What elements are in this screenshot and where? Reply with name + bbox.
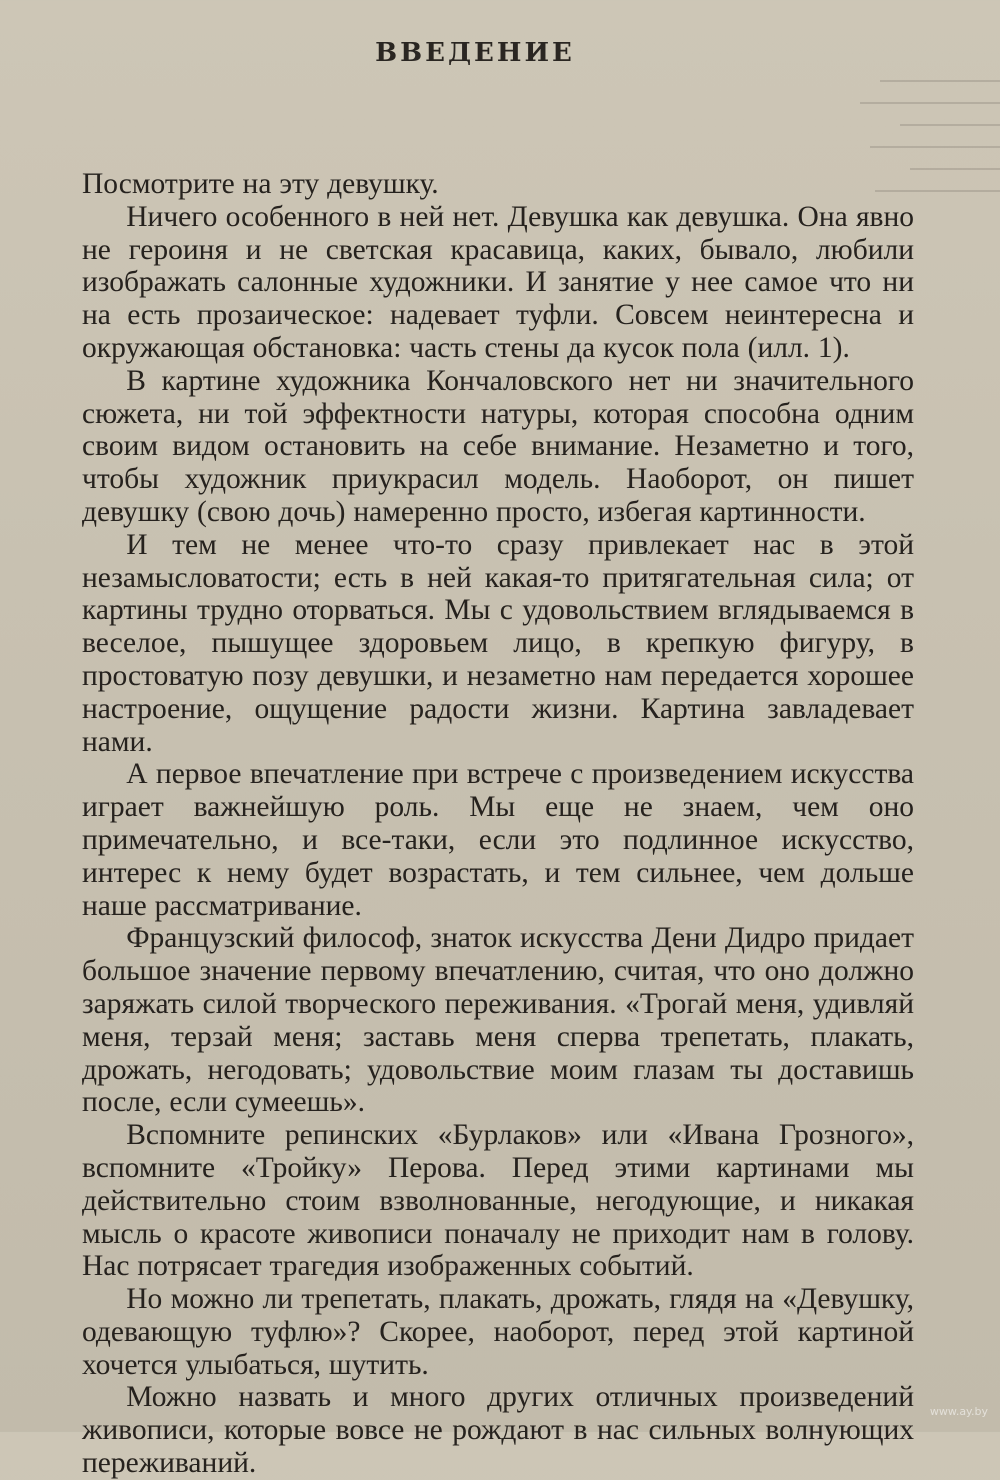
paragraph: А первое впечатление при встрече с произведением искусства играет важнейшую роль. Мы еще не знаем, чем оно примечательно, и все-таки, если это подлинное искусство, интерес к нему будет возрастать, и тем сильнее, чем дольше наше рассматривание. [82, 758, 914, 922]
paragraph: И тем не менее что-то сразу привлекает нас в этой незамысловатости; есть в ней какая-то притягательная сила; от картины трудно оторваться. Мы с удовольствием вглядываемся в веселое, пышущее здоровьем лицо, в крепкую фигуру, в простоватую позу девушки, и незаметно нам передается хорошее настроение, ощущение радости жизни. Картина завладевает нами. [82, 528, 914, 758]
paragraph: Вспомните репинских «Бурлаков» или «Ивана Грозного», вспомните «Тройку» Перова. Перед этими картинами мы действительно стоим взволнованные, негодующие, и никакая мысль о красоте живописи поначалу не приходит нам в голову. Нас потрясает трагедия изображенных событий. [82, 1119, 914, 1283]
paragraph: В картине художника Кончаловского нет ни значительного сюжета, ни той эффектности натуры, которая способна одним своим видом остановить на себе внимание. Незаметно и того, чтобы художник приукрасил модель. Наоборот, он пишет девушку (свою дочь) намеренно просто, избегая картинности. [82, 364, 914, 528]
paragraph: Посмотрите на эту девушку. [82, 168, 439, 200]
paragraph: Ничего особенного в ней нет. Девушка как девушка. Она явно не героиня и не светская красавица, каких, бывало, любили изображать салонные художники. И занятие у нее самое что ни на есть прозаическое: надевает туфли. Совсем неинтересна и окружающая обстановка: часть стены да кусок пола (илл. 1). [82, 200, 914, 364]
site-watermark: www.ay.by [929, 1405, 988, 1418]
chapter-heading: ВВЕДЕНИЕ [375, 38, 575, 68]
paragraph: Французский философ, знаток искусства Дени Дидро придает большое значение первому впечатлению, считая, что оно должно заряжать силой творческого переживания. «Трогай меня, удивляй меня, терзай меня; заставь меня сперва трепетать, плакать, дрожать, негодовать; удовольствие моим глазам ты доставишь после, если сумеешь». [82, 922, 914, 1119]
paragraph: Можно назвать и много других отличных произведений живописи, которые вовсе не рождают в нас сильных волнующих переживаний. [82, 1381, 914, 1480]
paragraph: Но можно ли трепетать, плакать, дрожать, глядя на «Девушку, одевающую туфлю»? Скорее, наоборот, перед этой картиной хочется улыбаться, шутить. [82, 1283, 914, 1381]
body-text [82, 168, 914, 1480]
